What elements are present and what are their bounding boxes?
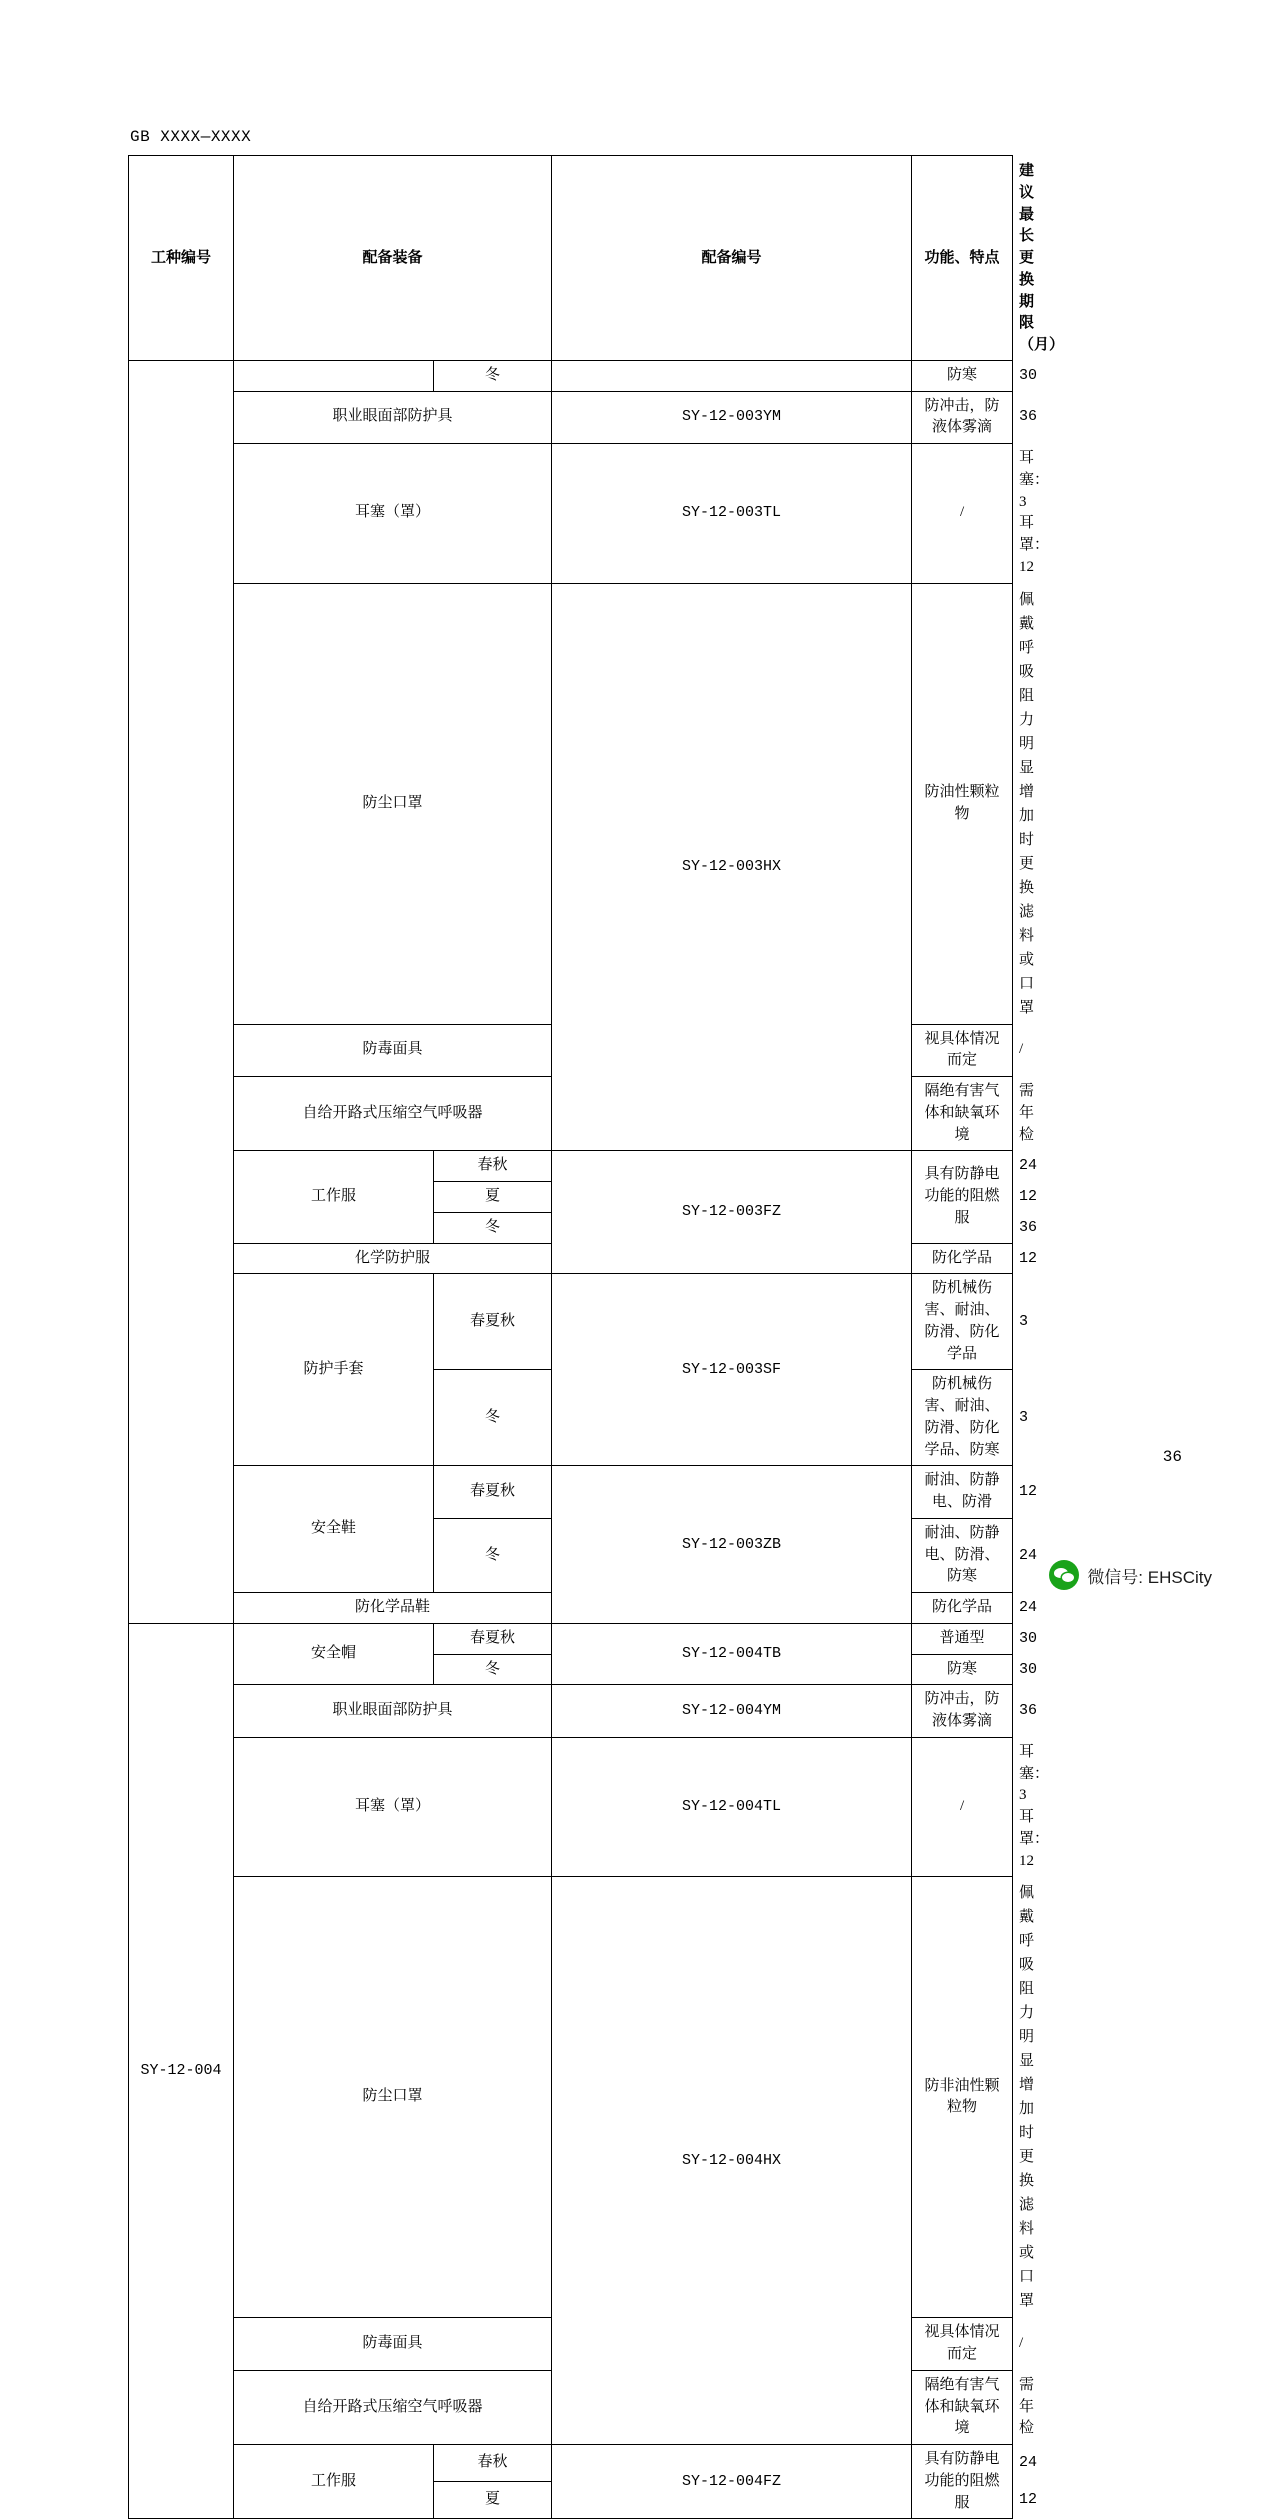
cell-function: 普通型 [912,1623,1013,1654]
table-row: 夏 12 [129,2482,1013,2519]
cell-function: 防油性颗粒物 [912,583,1013,1024]
cell-equipment-code: SY-12-004HX [552,1877,912,2445]
cell-equipment-code: SY-12-003HX [552,583,912,1151]
table-row: 防尘口罩 SY-12-003HX 防油性颗粒物 佩戴呼吸阻力明显增加时更换滤料或口罩 [129,583,1013,1024]
table-row: 自给开路式压缩空气呼吸器 隔绝有害气体和缺氧环境 需年检 [129,2370,1013,2444]
cell-equipment-sub: 夏 [434,2482,552,2519]
table-row: 自给开路式压缩空气呼吸器 隔绝有害气体和缺氧环境 需年检 [129,1077,1013,1151]
cell-function: 防冲击，防液体雾滴 [912,391,1013,444]
table-row: 耳塞（罩） SY-12-003TL / 耳塞：3 耳罩：12 [129,444,1013,584]
cell-equipment-code: SY-12-003FZ [552,1151,912,1274]
cell-equipment: 自给开路式压缩空气呼吸器 [234,1077,552,1151]
cell-job-code-group2: SY-12-004 [129,1623,234,2519]
page-number: 36 [1162,1448,1182,1466]
table-row: 防护手套 春夏秋 SY-12-003SF 防机械伤害、耐油、防滑、防化学品 3 [129,1274,1013,1370]
cell-function: 视具体情况而定 [912,1024,1013,1077]
cell-equipment-sub: 春夏秋 [434,1466,552,1519]
cell-function: 防化学品 [912,1243,1013,1274]
cell-equipment: 工作服 [234,2445,434,2519]
cell-equipment-code: SY-12-004YM [552,1685,912,1738]
table-row: 冬 36 [129,1212,1013,1243]
cell-equipment-sub: 春夏秋 [434,1274,552,1370]
cell-equipment-sub: 冬 [434,360,552,391]
table-header-row: 工种编号 配备装备 配备编号 功能、特点 建议最长更换期限（月） [129,156,1013,361]
wechat-account-label: 微信号: EHSCity [1087,1567,1212,1587]
col-header-equipment: 配备装备 [234,156,552,361]
table-row: 工作服 春秋 SY-12-003FZ 具有防静电功能的阻燃服 24 [129,1151,1013,1182]
cell-equipment-code: SY-12-003ZB [552,1466,912,1624]
cell-equipment-code: SY-12-004TB [552,1623,912,1685]
col-header-function: 功能、特点 [912,156,1013,361]
cell-equipment-code: SY-12-004TL [552,1737,912,1877]
table-row: 化学防护服 防化学品 12 [129,1243,1013,1274]
table-row: 工作服 春秋 SY-12-004FZ 具有防静电功能的阻燃服 24 [129,2445,1013,2482]
cell-equipment-sub: 夏 [434,1182,552,1213]
cell-equipment-sub: 冬 [434,1212,552,1243]
cell-function: 隔绝有害气体和缺氧环境 [912,2370,1013,2444]
cell-function: 具有防静电功能的阻燃服 [912,1151,1013,1243]
cell-function: 防寒 [912,360,1013,391]
cell-function: 隔绝有害气体和缺氧环境 [912,1077,1013,1151]
table-row: 冬 耐油、防静电、防滑、防寒 24 [129,1518,1013,1592]
col-header-job-code: 工种编号 [129,156,234,361]
cell-function: 防机械伤害、耐油、防滑、防化学品、防寒 [912,1370,1013,1466]
cell-equipment: 化学防护服 [234,1243,552,1274]
cell-function: 防机械伤害、耐油、防滑、防化学品 [912,1274,1013,1370]
cell-equipment-sub: 春秋 [434,1151,552,1182]
wechat-footer-badge [1049,1560,1212,1590]
cell-equipment-code: SY-12-003YM [552,391,912,444]
cell-equipment: 防化学品鞋 [234,1593,552,1624]
table-row: 夏 12 [129,1182,1013,1213]
cell-function: / [912,1737,1013,1877]
ppe-allocation-table [128,155,1065,2519]
cell-equipment: 防毒面具 [234,2318,552,2371]
cell-equipment: 防护手套 [234,1274,434,1466]
cell-equipment-sub: 冬 [434,1518,552,1592]
standard-header: GB XXXX—XXXX [130,128,252,146]
cell-function: 视具体情况而定 [912,2318,1013,2371]
cell-equipment: 安全鞋 [234,1466,434,1593]
cell-function: 耐油、防静电、防滑、防寒 [912,1518,1013,1592]
cell-equipment: 防尘口罩 [234,583,552,1024]
cell-equipment-sub: 春秋 [434,2445,552,2482]
table-row: 冬 防寒 30 [129,1654,1013,1685]
wechat-icon [1049,1560,1079,1590]
table-row: 防化学品鞋 防化学品 24 [129,1593,1013,1624]
cell-job-code-group1 [129,360,234,1623]
cell-equipment: 耳塞（罩） [234,1737,552,1877]
cell-equipment [234,360,434,391]
table-row: 安全鞋 春夏秋 SY-12-003ZB 耐油、防静电、防滑 12 [129,1466,1013,1519]
table-row: 职业眼面部防护具 SY-12-003YM 防冲击，防液体雾滴 36 [129,391,1013,444]
table-row: SY-12-004 安全帽 春夏秋 SY-12-004TB 普通型 30 [129,1623,1013,1654]
cell-equipment-sub: 冬 [434,1370,552,1466]
cell-equipment: 职业眼面部防护具 [234,391,552,444]
cell-equipment: 工作服 [234,1151,434,1243]
cell-function: 防冲击，防液体雾滴 [912,1685,1013,1738]
cell-function: 防寒 [912,1654,1013,1685]
col-header-equipment-code: 配备编号 [552,156,912,361]
cell-function: 耐油、防静电、防滑 [912,1466,1013,1519]
cell-equipment-code [552,360,912,391]
cell-equipment: 防毒面具 [234,1024,552,1077]
cell-equipment-sub: 冬 [434,1654,552,1685]
cell-equipment: 自给开路式压缩空气呼吸器 [234,2370,552,2444]
cell-equipment-sub: 春夏秋 [434,1623,552,1654]
cell-equipment: 防尘口罩 [234,1877,552,2318]
table-row: 耳塞（罩） SY-12-004TL / 耳塞：3 耳罩：12 [129,1737,1013,1877]
cell-function: 防非油性颗粒物 [912,1877,1013,2318]
cell-equipment: 安全帽 [234,1623,434,1685]
cell-equipment: 耳塞（罩） [234,444,552,584]
cell-equipment-code: SY-12-003SF [552,1274,912,1466]
table-row: 防尘口罩 SY-12-004HX 防非油性颗粒物 佩戴呼吸阻力明显增加时更换滤料或口罩 [129,1877,1013,2318]
table-row: 防毒面具 视具体情况而定 / [129,1024,1013,1077]
cell-equipment: 职业眼面部防护具 [234,1685,552,1738]
table-row: 防毒面具 视具体情况而定 / [129,2318,1013,2371]
cell-function: 防化学品 [912,1593,1013,1624]
cell-function: / [912,444,1013,584]
cell-equipment-code: SY-12-004FZ [552,2445,912,2519]
table-row: 职业眼面部防护具 SY-12-004YM 防冲击，防液体雾滴 36 [129,1685,1013,1738]
cell-function: 具有防静电功能的阻燃服 [912,2445,1013,2519]
cell-equipment-code: SY-12-003TL [552,444,912,584]
table-row: 冬 防寒 30 [129,360,1013,391]
table-row: 冬 防机械伤害、耐油、防滑、防化学品、防寒 3 [129,1370,1013,1466]
